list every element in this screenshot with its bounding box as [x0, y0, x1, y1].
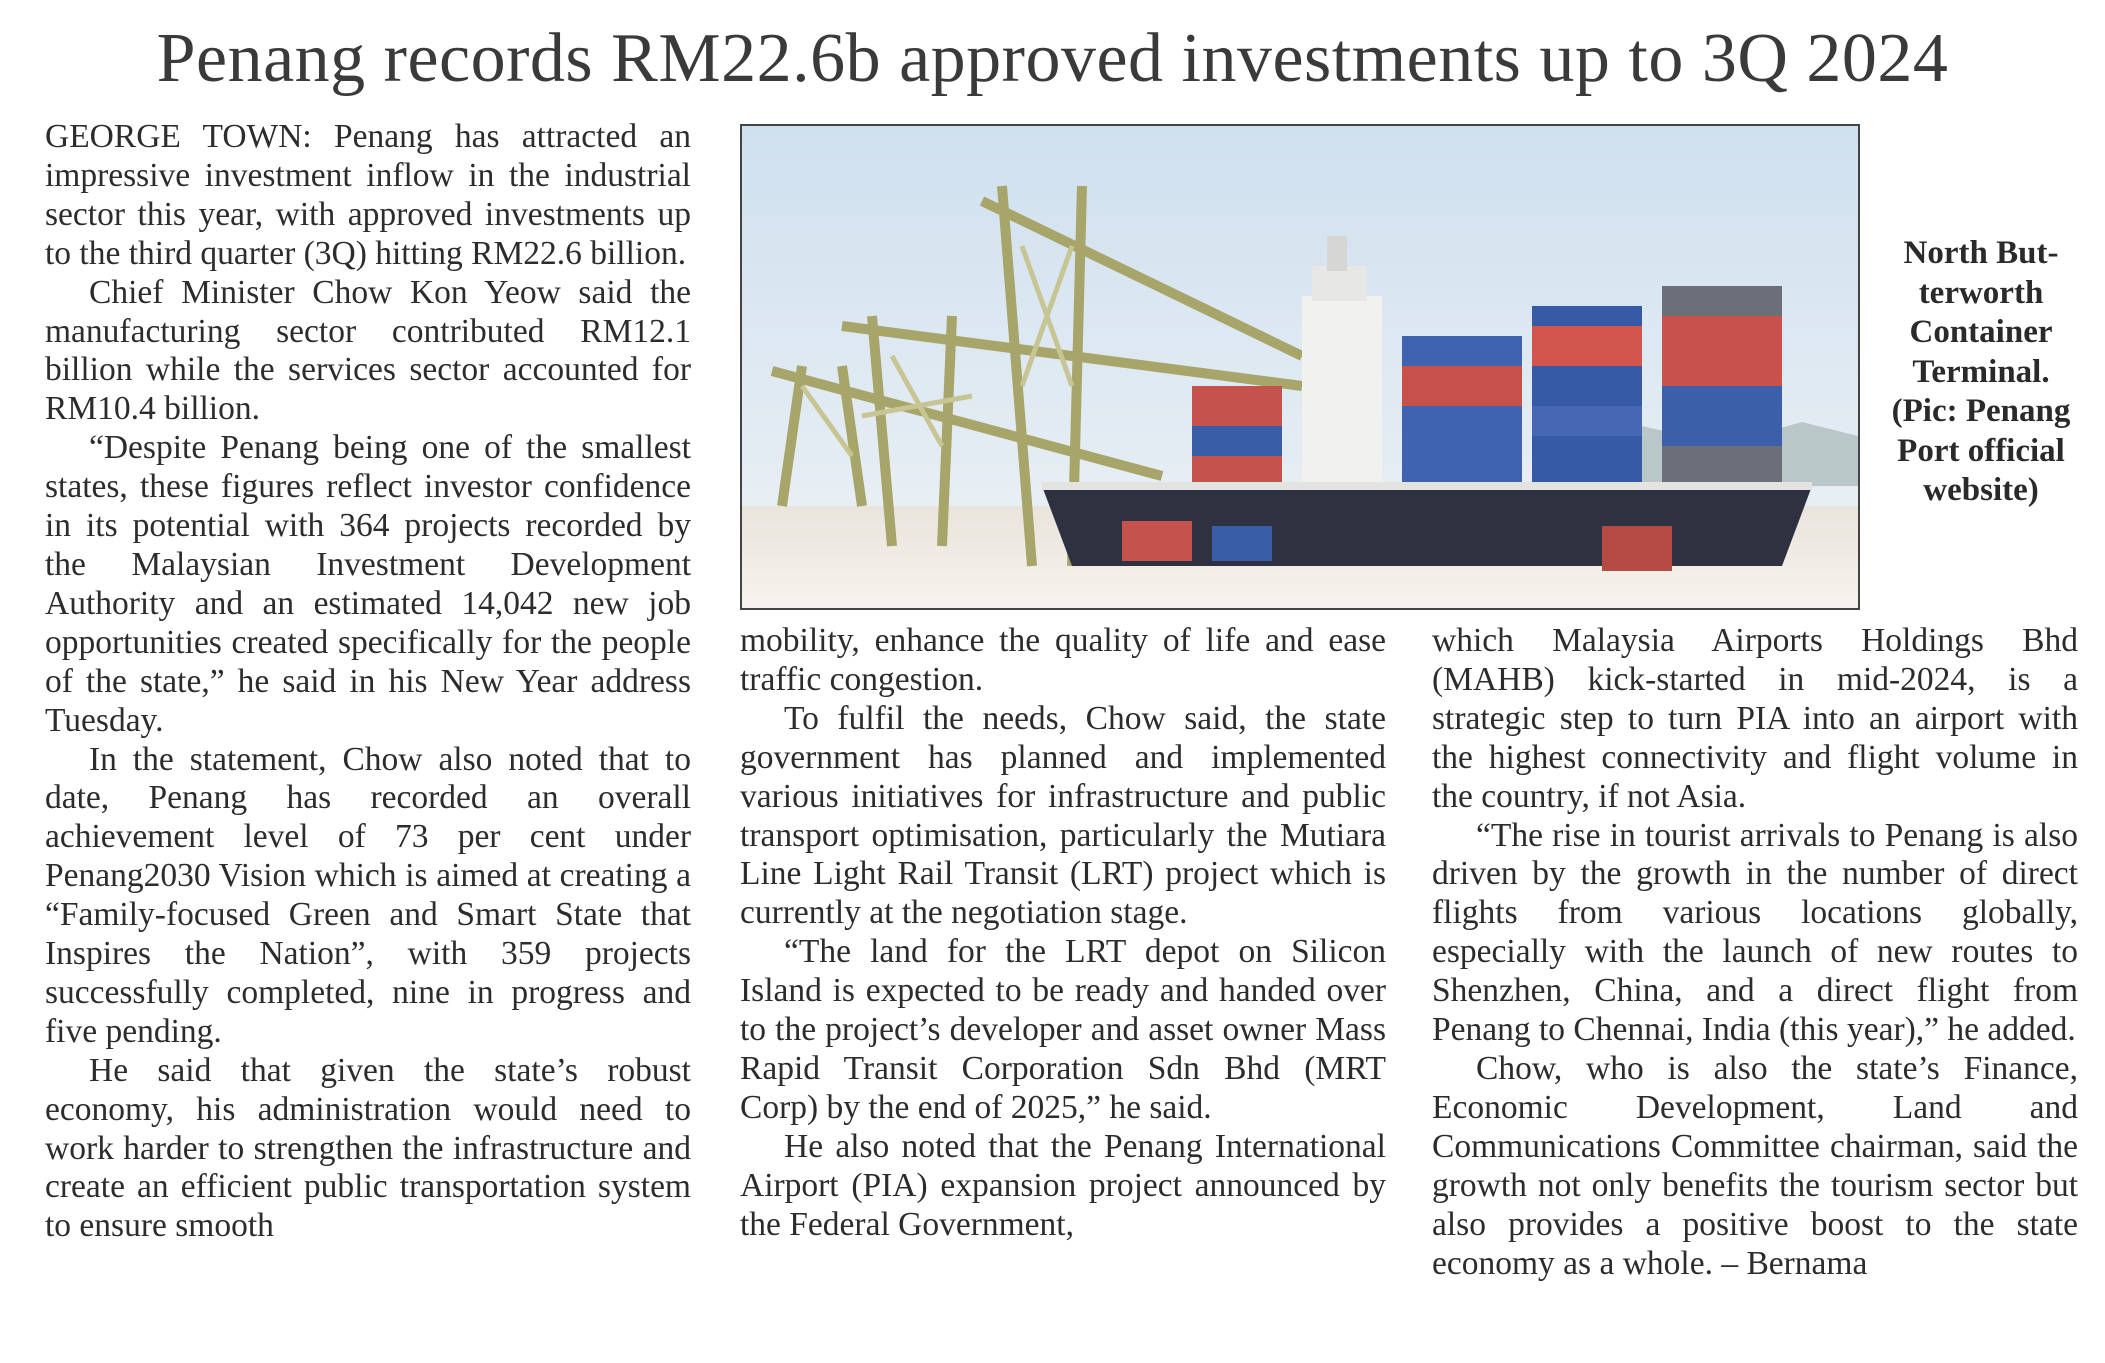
- caption-line: Port official: [1897, 432, 2065, 469]
- photo-caption: [1876, 234, 2086, 511]
- article-column-2: [740, 622, 1386, 1245]
- article-column-3: [1432, 622, 2078, 1283]
- paragraph: He said that given the state’s robust economy, his administration would need to work harder to strengthen the infrastructure and create an efficient public transportation system to ensure smooth: [45, 1051, 691, 1245]
- headline: Penang records RM22.6b approved investments up to 3Q 2024: [156, 20, 1949, 97]
- caption-line: Container: [1909, 314, 2053, 350]
- paragraph: GEORGE TOWN: Penang has attracted an impressive investment inflow in the industrial sector this year, with approved investments up to the third quarter (3Q) hitting RM22.6 billion.: [45, 118, 691, 272]
- caption-line: terworth: [1918, 274, 2044, 311]
- paragraph: “The rise in tourist arrivals to Penang is also driven by the growth in the number of direct flights from various locations globally, especially with the launch of new routes to Shenzhen, China, and a direct flight from Penang to Chennai, India (this year),” he added.: [1432, 816, 2078, 1049]
- caption-line: website): [1923, 472, 2039, 508]
- caption-line: North But-: [1903, 235, 2059, 271]
- paragraph: “Despite Penang being one of the smallest states, these figures reflect investor confidence in its potential with 364 projects recorded by the Malaysian Investment Development Authority and an estimated 14,042 new job opportunities created specifically for the people of the state,” he said in his New Year address Tuesday.: [45, 429, 691, 739]
- paragraph: which Malaysia Airports Holdings Bhd (MAHB) kick-started in mid-2024, is a strategic step to turn PIA into an airport with the highest connectivity and flight volume in the country, if not Asia.: [1432, 622, 2078, 815]
- caption-line: Terminal.: [1912, 353, 2050, 390]
- container-terminal-photo: [740, 124, 1860, 610]
- paragraph: Chief Minister Chow Kon Yeow said the manufacturing sector contributed RM12.1 billion while the services sector accounted for RM10.4 billion.: [45, 273, 691, 428]
- paragraph: In the statement, Chow also noted that to date, Penang has recorded an overall achievement level of 73 per cent under Penang2030 Vision which is aimed at creating a “Family-focused Green and Smart State that Inspires the Nation”, with 359 projects successfully completed, nine in progress and five pending.: [45, 740, 691, 1050]
- caption-line: (Pic: Penang: [1891, 393, 2071, 429]
- article-column-1: [45, 118, 691, 1246]
- paragraph: Chow, who is also the state’s Finance, Economic Development, Land and Communications Committee chairman, said the growth not only benefits the tourism sector but also provides a positive boost to the state economy as a whole. – Bernama: [1432, 1049, 2078, 1282]
- paragraph: mobility, enhance the quality of life and ease traffic congestion.: [740, 622, 1386, 698]
- paragraph: He also noted that the Penang International Airport (PIA) expansion project announced by the Federal Government,: [740, 1127, 1386, 1243]
- paragraph: “The land for the LRT depot on Silicon Island is expected to be ready and handed over to the project’s developer and asset owner Mass Rapid Transit Corporation Sdn Bhd (MRT Corp) by the end of 2025,” he said.: [740, 933, 1386, 1126]
- paragraph: To fulfil the needs, Chow said, the state government has planned and implemented various initiatives for infrastructure and public transport optimisation, particularly the Mutiara Line Light Rail Transit (LRT) project which is currently at the negotiation stage.: [740, 699, 1386, 932]
